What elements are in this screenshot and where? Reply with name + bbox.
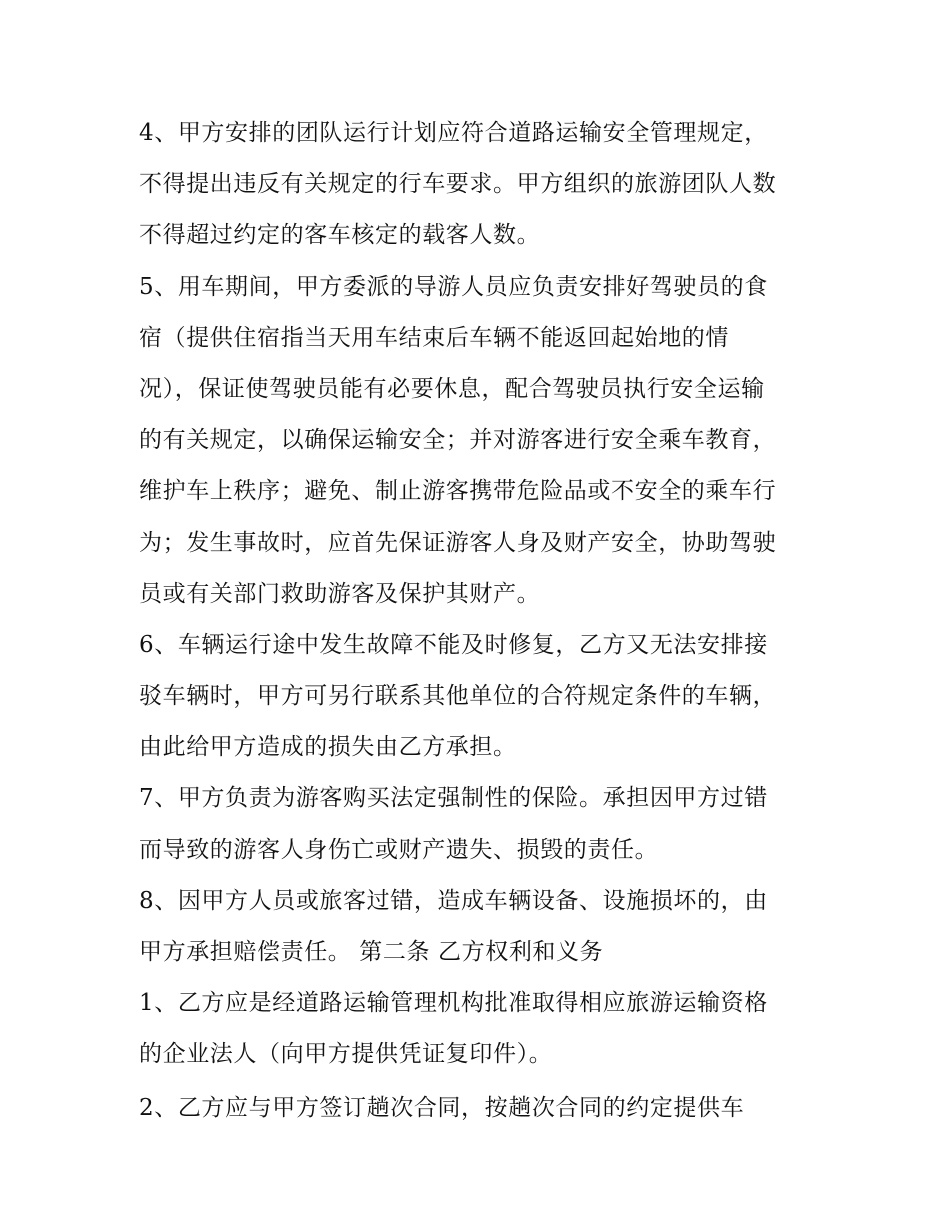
text-line: 况），保证使驾驶员能有必要休息，配合驾驶员执行安全运输 <box>139 375 765 402</box>
text-line: 2、乙方应与甲方签订趟次合同，按趟次合同的约定提供车 <box>139 1095 745 1122</box>
text-line: 不得提出违反有关规定的行车要求。甲方组织的旅游团队人数 <box>139 171 777 198</box>
text-line: 宿（提供住宿指当天用车结束后车辆不能返回起始地的情 <box>139 324 729 351</box>
text-line: 由此给甲方造成的损失由乙方承担。 <box>139 734 517 761</box>
text-line: 1、乙方应是经道路运输管理机构批准取得相应旅游运输资格 <box>139 990 768 1017</box>
text-line: 为；发生事故时，应首先保证游客人身及财产安全，协助驾驶 <box>139 529 777 556</box>
text-line: 而导致的游客人身伤亡或财产遗失、损毁的责任。 <box>139 836 659 863</box>
document-body <box>139 108 829 1135</box>
text-line: 不得超过约定的客车核定的载客人数。 <box>139 222 541 249</box>
text-line: 甲方承担赔偿责任。 第二条 乙方权利和义务 <box>139 939 604 965</box>
text-line: 的企业法人（向甲方提供凭证复印件）。 <box>139 1041 553 1068</box>
text-line: 维护车上秩序；避免、制止游客携带危险品或不安全的乘车行 <box>139 478 777 505</box>
text-line: 8、因甲方人员或旅客过错，造成车辆设备、设施损坏的，由 <box>139 887 768 914</box>
text-line: 员或有关部门救助游客及保护其财产。 <box>139 580 541 607</box>
text-line: 的有关规定，以确保运输安全；并对游客进行安全乘车教育， <box>139 427 777 454</box>
text-line: 驳车辆时，甲方可另行联系其他单位的合符规定条件的车辆， <box>139 683 777 710</box>
text-line: 7、甲方负责为游客购买法定强制性的保险。承担因甲方过错 <box>139 785 768 812</box>
text-line: 5、用车期间，甲方委派的导游人员应负责安排好驾驶员的食 <box>139 273 768 300</box>
text-line: 6、车辆运行途中发生故障不能及时修复，乙方又无法安排接 <box>139 631 768 658</box>
text-line: 4、甲方安排的团队运行计划应符合道路运输安全管理规定， <box>139 120 768 146</box>
